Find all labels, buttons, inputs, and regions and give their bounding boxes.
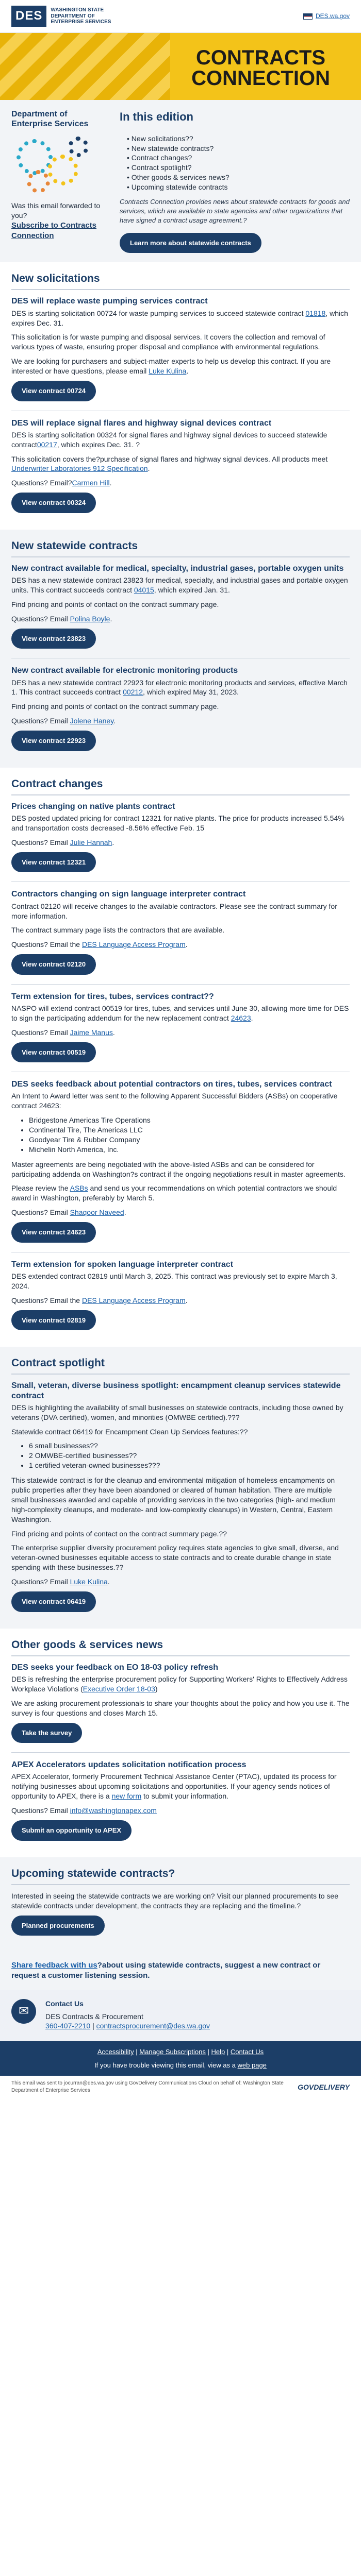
text: Questions? Email the [11, 940, 82, 949]
hero-title-line-1: CONTRACTS [196, 46, 326, 69]
text: and send us your recommendations on which potential contractors we should award in Washington, preferably by March 5. [11, 1184, 337, 1202]
item-paragraph: Contract 02120 will receive changes to the available contractors. Please see the contract summary for more information. [11, 902, 337, 920]
text: . [109, 479, 112, 487]
toc-item[interactable]: • New statewide contracts? [127, 144, 350, 154]
text: . [107, 1578, 110, 1586]
item-paragraph: DES is highlighting the availability of small businesses on statewide contracts, including those owned by veterans (DVA certified), women, and minorities (OMWBE certified).??? [11, 1403, 343, 1421]
intro-left [11, 109, 109, 253]
item-paragraph: Find pricing and points of contact on the contract summary page.?? [11, 1529, 227, 1538]
list-item: • 2 OMWBE-certified businesses?? [29, 1451, 350, 1461]
item-paragraph [11, 1296, 350, 1306]
text: Questions? Email? [11, 479, 72, 487]
learn-more-button[interactable]: Learn more about statewide contracts [120, 233, 261, 253]
hero-stripe-pattern [0, 33, 170, 100]
take-survey-button[interactable]: Take the survey [11, 1723, 82, 1743]
text: NASPO will extend contract 00519 for tires, tubes, and services until June 30, allowing more time for DES to sign the participating addendum for the new replacement contract [11, 1004, 349, 1022]
submit-apex-button[interactable]: Submit an opportunity to APEX [11, 1820, 132, 1841]
text: . [185, 940, 188, 949]
other-news-section [0, 1629, 361, 1857]
text: Questions? Email [11, 1028, 70, 1037]
upcoming-section [0, 1857, 361, 1953]
list-item: • Michelin North America, Inc. [29, 1145, 350, 1155]
text: DES has a new statewide contract 22923 for electronic monitoring products and services, effective March 1. This contract succeeds contract [11, 678, 348, 697]
item-paragraph [11, 716, 350, 726]
email-link[interactable]: Polina Boyle [70, 614, 110, 623]
text: Questions? Email [11, 1208, 70, 1217]
toc-item[interactable]: • Upcoming statewide contracts [127, 182, 350, 192]
toc-item[interactable]: • Contract spotlight? [127, 163, 350, 173]
upcoming-item [11, 1891, 350, 1936]
news-item [11, 1760, 350, 1840]
list-item: • Goodyear Tire & Rubber Company [29, 1135, 350, 1145]
view-contract-button[interactable]: View contract 02120 [11, 954, 96, 975]
text: . [113, 717, 116, 725]
forwarded-question: Was this email forwarded to you? [11, 201, 101, 220]
item-paragraph [11, 1028, 350, 1038]
edition-heading: In this edition [120, 110, 193, 123]
sent-note: This email was sent to jocurran@des.wa.gov using GovDelivery Communications Cloud on behalf of: Washington State Department of Enterprise Services [11, 2080, 284, 2093]
item-title: Prices changing on native plants contract [11, 802, 175, 811]
item-title: Term extension for tires, tubes, services contract?? [11, 992, 214, 1001]
section-title: New solicitations [11, 272, 350, 290]
text: , which expires Dec. 31. ? [57, 440, 140, 449]
email-link[interactable]: Luke Kulina [70, 1578, 108, 1586]
item-title: New contract available for electronic monitoring products [11, 666, 238, 675]
hero-title-line-2: CONNECTION [191, 67, 330, 90]
view-contract-button[interactable]: View contract 22923 [11, 731, 96, 751]
statewide-section [0, 530, 361, 768]
item-paragraph: Find pricing and points of contact on the contract summary page. [11, 702, 219, 711]
item-paragraph: Interested in seeing the statewide contracts we are working on? Visit our planned procurements to see statewide contracts under development, the contracts they are replacing and the timeline.? [11, 1891, 338, 1910]
email-link[interactable]: Jaime Manus [70, 1028, 113, 1037]
text: DES has a new statewide contract 23823 for medical, specialty, and industrial gases and portable oxygen units. This contract succeeds contract [11, 576, 348, 595]
section-title: New statewide contracts [11, 539, 350, 557]
text: Questions? Email the [11, 1296, 82, 1304]
change-item [11, 992, 350, 1062]
item-title: APEX Accelerators updates solicitation notification process [11, 1760, 247, 1770]
contract-link[interactable]: 00212 [123, 688, 143, 697]
list-item: • 1 certified veteran-owned businesses??? [29, 1461, 350, 1470]
business-list [29, 1441, 350, 1470]
contact-org: DES Contracts & Procurement [45, 2012, 143, 2021]
intro-right [120, 109, 350, 253]
web-page-link[interactable]: web page [237, 2061, 267, 2069]
view-contract-button[interactable]: View contract 00724 [11, 381, 96, 401]
gears-illustration-icon [11, 134, 94, 196]
item-paragraph [11, 478, 350, 488]
item-paragraph [11, 678, 350, 698]
change-item [11, 889, 350, 974]
logo-line-2: DEPARTMENT OF [51, 13, 95, 19]
list-item: • 6 small businesses?? [29, 1441, 350, 1451]
view-contract-button[interactable]: View contract 06419 [11, 1591, 96, 1612]
item-paragraph [11, 1806, 350, 1816]
intro-panel [0, 100, 361, 262]
bidder-list [29, 1115, 350, 1155]
item-title: Term extension for spoken language interpreter contract [11, 1260, 234, 1269]
text: . [251, 1013, 253, 1022]
email-link[interactable]: Jolene Haney [70, 717, 114, 725]
govdelivery-logo[interactable]: GOVDELIVERY [298, 2082, 350, 2091]
text: Questions? Email [11, 717, 70, 725]
item-paragraph [11, 614, 350, 624]
email-link[interactable]: info@washingtonapex.com [70, 1806, 157, 1815]
contract-link[interactable]: 24623 [231, 1013, 251, 1022]
footer-band [0, 2041, 361, 2076]
logo-line-1: WASHINGTON STATE [51, 7, 104, 13]
new-form-link[interactable]: new form [111, 1792, 142, 1801]
list-item: • Bridgestone Americas Tire Operations [29, 1115, 350, 1125]
view-contract-button[interactable]: View contract 00324 [11, 493, 96, 513]
change-item [11, 802, 350, 872]
text: We are looking for purchasers and subject-matter experts to help us develop this contract. If you are interested or have questions, please email [11, 357, 331, 376]
item-paragraph: An Intent to Award letter was sent to the following Apparent Successful Bidders (ASBs) on cooperative contract 24623: [11, 1092, 338, 1110]
phone-link[interactable]: 360-407-2210 [45, 2022, 91, 2030]
text: , which expired Jan. 31. [154, 586, 230, 595]
flag-icon [303, 13, 313, 20]
section-title: Contract spotlight [11, 1356, 350, 1375]
item-paragraph: DES extended contract 02819 until March 3, 2025. This contract was previously set to expire March 3, 2024. [11, 1272, 337, 1290]
change-item [11, 1079, 350, 1243]
dept-name: Department of Enterprise Services [11, 110, 89, 129]
statewide-item [11, 564, 350, 649]
toc-list [127, 134, 350, 192]
text: Questions? Email [11, 1806, 70, 1815]
text: . [112, 1028, 115, 1037]
contact-body [45, 1999, 210, 2031]
text: , which expires Dec. 31. [11, 309, 348, 327]
statewide-item [11, 666, 350, 751]
solicitation-item [11, 296, 350, 401]
intro-description: Contracts Connection provides news about statewide contracts for goods and services, which are available to state agencies and other organizations that have signed a contract usage agreement.? [120, 198, 350, 225]
text: Questions? Email [11, 1578, 70, 1586]
section-title: Upcoming statewide contracts? [11, 1867, 350, 1885]
hero-banner [0, 33, 361, 100]
item-paragraph [11, 430, 350, 450]
solicitations-section [0, 262, 361, 530]
item-title: DES seeks feedback about potential contractors on tires, tubes, services contract [11, 1080, 332, 1089]
toc-item[interactable]: • New solicitations?? [127, 134, 350, 144]
item-paragraph [11, 1577, 350, 1587]
spotlight-item [11, 1381, 350, 1612]
footer-links: Accessibility | Manage Subscriptions | Help | Contact Us [97, 2048, 264, 2056]
view-contract-button[interactable]: View contract 24623 [11, 1222, 96, 1243]
text: This solicitation covers the?purchase of signal flares and highway signal devices. All products meet [11, 454, 328, 463]
item-paragraph [11, 1772, 350, 1801]
text: DES is starting solicitation 00324 for signal flares and highway signal devices to succeed statewide contract [11, 430, 327, 449]
text: DES is starting solicitation 00724 for waste pumping services to succeed statewide contract [11, 309, 306, 317]
item-paragraph [11, 838, 350, 848]
contact-email-link[interactable]: contractsprocurement@des.wa.gov [96, 2022, 210, 2030]
help-link[interactable]: Help [211, 2048, 225, 2056]
item-paragraph: Statewide contract 06419 for Encampment Clean Up Services features:?? [11, 1427, 248, 1436]
change-item [11, 1260, 350, 1330]
item-paragraph [11, 1004, 350, 1023]
text: . [110, 614, 112, 623]
share-feedback-text: ?about using statewide contracts, suggest a new contract or request a customer listening session. [11, 1961, 321, 1980]
email-link[interactable]: Luke Kulina [149, 367, 187, 376]
solicitation-item [11, 418, 350, 513]
text: . [124, 1208, 126, 1217]
view-contract-button[interactable]: View contract 02819 [11, 1310, 96, 1331]
envelope-icon: ✉ [11, 1999, 36, 2024]
text: DES is refreshing the enterprise procurement policy for Supporting Workers' Rights to Effectively Address Workplace Violations ( [11, 1675, 348, 1693]
news-item [11, 1663, 350, 1743]
hero-title [191, 47, 330, 89]
executive-order-link[interactable]: Executive Order 18-03 [83, 1685, 155, 1693]
divider [11, 1752, 350, 1753]
view-contract-button[interactable]: View contract 00519 [11, 1042, 96, 1063]
email-link[interactable]: Shaqoor Naveed [70, 1208, 124, 1217]
des-logo[interactable] [11, 6, 111, 26]
item-title: DES seeks your feedback on EO 18-03 policy refresh [11, 1663, 219, 1672]
list-item: • Continental Tire, The Americas LLC [29, 1125, 350, 1135]
item-paragraph [11, 1208, 350, 1217]
contract-link[interactable]: 00217 [37, 440, 57, 449]
text: . [186, 367, 189, 376]
item-paragraph: Master agreements are being negotiated with the above-listed ASBs and can be considered for participating addenda on Washington?s contract if the ongoing negotiations result in master agreements. [11, 1160, 346, 1178]
manage-subscriptions-link[interactable]: Manage Subscriptions [139, 2048, 206, 2056]
item-title: Contractors changing on sign language interpreter contract [11, 890, 246, 899]
des-site-link[interactable] [303, 12, 350, 20]
item-paragraph: This statewide contract is for the cleanup and environmental mitigation of homeless encampments on public properties after they have been abandoned or cleared of human habitation. There are multiple small businesses awarded and capable of providing services in the two categories (high- and medium high-complexity cleanups, and moderate- and low-complexity cleanups) in Western, Central, Eastern Washington. [11, 1476, 336, 1523]
changes-section [0, 768, 361, 1347]
view-contract-button[interactable]: View contract 12321 [11, 852, 96, 873]
planned-procurements-button[interactable]: Planned procurements [11, 1916, 105, 1936]
bottom-note [0, 2076, 361, 2099]
contract-link[interactable]: 01818 [305, 309, 326, 317]
logo-text [51, 7, 111, 25]
section-title: Other goods & services news [11, 1638, 350, 1656]
asbs-link[interactable]: ASBs [70, 1184, 88, 1193]
item-paragraph: We are asking procurement professionals to share your thoughts about the policy and how you use it. The survey is four questions and closes March 15. [11, 1699, 350, 1717]
item-paragraph [11, 575, 350, 595]
item-paragraph: The enterprise supplier diversity procurement policy requires state agencies to give small, diverse, and veteran-owned businesses equitable access to state contracts and to create durable change in state spending with these businesses.?? [11, 1544, 339, 1572]
email-link[interactable]: DES Language Access Program [81, 1296, 186, 1304]
contract-link[interactable]: 04015 [134, 586, 154, 595]
divider [11, 984, 350, 985]
text: If you have trouble viewing this email, view as a [94, 2061, 238, 2069]
section-title: Contract changes [11, 777, 350, 795]
share-feedback-link[interactable]: Share feedback with us [11, 1961, 97, 1970]
item-paragraph [11, 454, 350, 474]
item-title: Small, veteran, diverse business spotlight: encampment cleanup services statewide contract [11, 1381, 341, 1400]
text: . [185, 1296, 188, 1304]
accessibility-link[interactable]: Accessibility [97, 2048, 134, 2056]
text: ) [155, 1685, 158, 1693]
text: . [112, 838, 114, 846]
item-paragraph [11, 1674, 350, 1694]
text: to submit your information. [141, 1792, 228, 1801]
item-paragraph [11, 309, 350, 328]
item-paragraph: The contract summary page lists the contractors that are available. [11, 926, 225, 935]
share-feedback [0, 1952, 361, 1990]
item-paragraph: This solicitation is for waste pumping and disposal services. It covers the collection and removal of various types of waste, ensuring proper disposal and compliance with environmental regulations. [11, 333, 325, 351]
item-title: New contract available for medical, specialty, industrial gases, portable oxygen units [11, 564, 344, 573]
item-paragraph [11, 940, 350, 950]
item-paragraph: Find pricing and points of contact on the contract summary page. [11, 600, 219, 609]
spotlight-section [0, 1347, 361, 1629]
logo-mark: DES [11, 6, 46, 26]
text: . [147, 464, 150, 473]
text: APEX Accelerator, formerly Procurement Technical Assistance Center (PTAC), updated its process for notifying businesses about upcoming solicitations and opportunities. If your agency sends notices of opportunity to APEX, there is a [11, 1772, 337, 1801]
contact-title: Contact Us [45, 1999, 84, 2008]
text: Please review the [11, 1184, 70, 1193]
top-header [0, 0, 361, 33]
site-link-label: DES.wa.gov [315, 12, 350, 20]
text: Questions? Email [11, 838, 70, 846]
toc-item[interactable]: • Other goods & services news? [127, 173, 350, 182]
spec-link[interactable]: Underwriter Laboratories 912 Specification [11, 464, 148, 473]
item-title: DES will replace signal flares and highway signal devices contract [11, 418, 272, 428]
email-link[interactable]: Carmen Hill [72, 479, 110, 487]
item-title: DES will replace waste pumping services contract [11, 297, 208, 306]
trouble-viewing [8, 2061, 353, 2070]
text: Questions? Email [11, 614, 70, 623]
item-paragraph: DES posted updated pricing for contract 12321 for native plants. The price for products increased 5.54% and transportation costs decreased -8.56% effective Feb. 15 [11, 814, 344, 833]
text: , which expired May 31, 2023. [143, 688, 239, 697]
view-contract-button[interactable]: View contract 23823 [11, 629, 96, 649]
item-paragraph [11, 357, 350, 376]
subscribe-link[interactable]: Subscribe to Contracts Connection [11, 221, 97, 241]
item-paragraph [11, 1183, 350, 1203]
footer-contact-link[interactable]: Contact Us [230, 2048, 264, 2056]
email-link[interactable]: Julie Hannah [70, 838, 112, 846]
contact-panel [0, 1990, 361, 2042]
logo-line-3: ENTERPRISE SERVICES [51, 19, 111, 25]
email-link[interactable]: DES Language Access Program [81, 940, 186, 949]
toc-item[interactable]: • Contract changes? [127, 153, 350, 163]
contact-line: 360-407-2210 | contractsprocurement@des.wa.gov [45, 2022, 210, 2030]
